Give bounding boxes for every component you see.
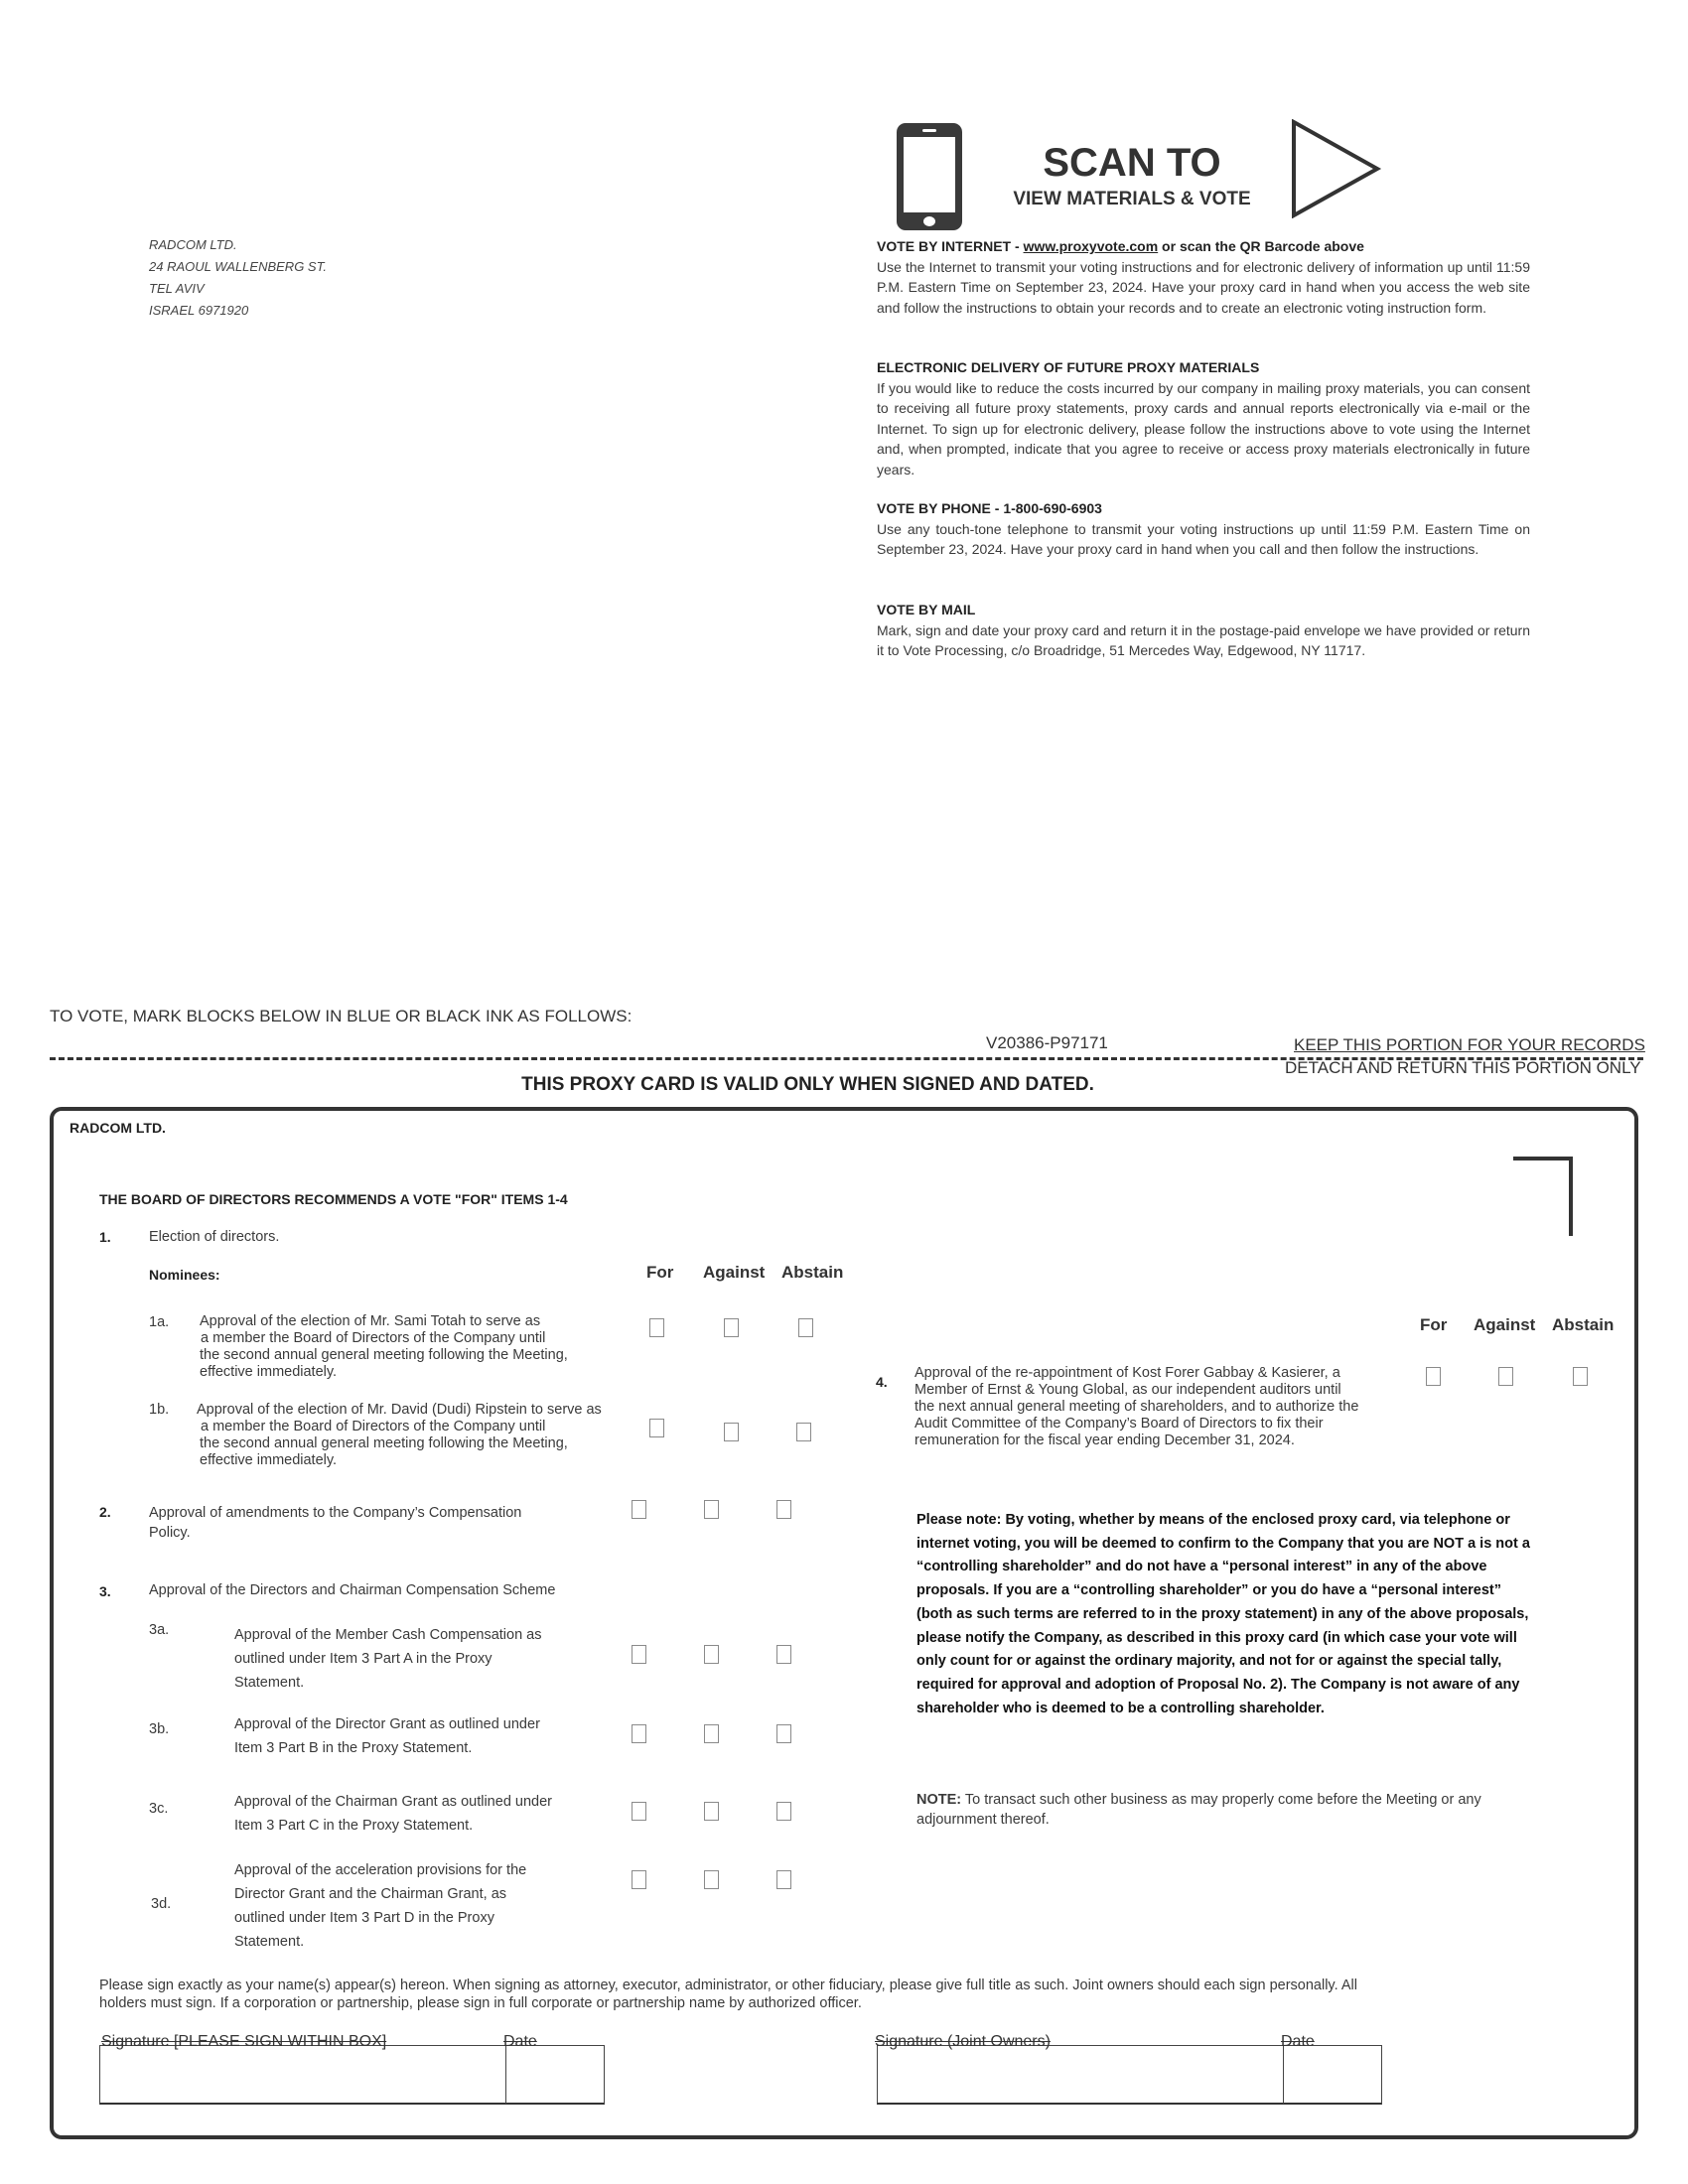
vote-internet-body: Use the Internet to transmit your voting instructions and for electronic delivery of information up until 11:59 P.M. Eastern Time on September 23, 2024. Have your proxy card in hand when you access the web site and follow the instructions to obtain your records and to create an electronic voting instruction form. <box>877 258 1530 316</box>
checkbox-1b-abstain[interactable] <box>796 1423 811 1441</box>
checkbox-3b-against[interactable] <box>704 1724 719 1743</box>
checkbox-3d-abstain[interactable] <box>776 1870 791 1889</box>
signature-box[interactable] <box>99 2045 506 2105</box>
vote-mail-heading: VOTE BY MAIL <box>877 602 976 617</box>
vote-phone-section <box>877 498 1530 560</box>
item-4-number: 4. <box>876 1374 888 1390</box>
address-line: RADCOM LTD. <box>149 237 237 252</box>
board-recommendation: THE BOARD OF DIRECTORS RECOMMENDS A VOTE "FOR" ITEMS 1-4 <box>99 1191 568 1207</box>
checkbox-3a-against[interactable] <box>704 1645 719 1664</box>
joint-signature-date-box[interactable] <box>1283 2045 1382 2105</box>
vote-phone-body: Use any touch-tone telephone to transmit your voting instructions up until 11:59 P.M. Eastern Time on September 23, 2024. Have your proxy card in hand when you call and then follow the instructions. <box>877 520 1530 557</box>
please-note-text: Please note: By voting, whether by means of the enclosed proxy card, via telephone or internet voting, you will be deemed to confirm to the Company that you are NOT a is not a “controlling shareholder” and do not have a “personal interest” in any of the above proposals. If you are a “controlling shareholder” or you do have a “personal interest” (both as such terms are referred to in the proxy statement) in any of the above proposals, please notify the Company, as described in this proxy card (in which case your vote will only count for or against the ordinary majority, and not for or against the special tally, required for approval and adoption of Proposal No. 2). The Company is not aware of any shareholder who is deemed to be a controlling shareholder. <box>916 1512 1530 1716</box>
electronic-delivery-heading: ELECTRONIC DELIVERY OF FUTURE PROXY MATERIALS <box>877 359 1260 375</box>
item-3a-number: 3a. <box>149 1622 170 1638</box>
col-against-left: Against <box>703 1263 766 1282</box>
checkbox-1a-for[interactable] <box>649 1318 664 1337</box>
col-abstain-left: Abstain <box>781 1263 844 1282</box>
electronic-delivery-section <box>877 357 1530 479</box>
vote-internet-heading: VOTE BY INTERNET - www.proxyvote.com or scan the QR Barcode above <box>877 238 1364 254</box>
checkbox-4-for[interactable] <box>1426 1367 1441 1386</box>
joint-signature-date-label: Date <box>1281 2033 1315 2050</box>
col-abstain-right: Abstain <box>1552 1315 1615 1334</box>
item-2-number: 2. <box>99 1504 111 1520</box>
electronic-delivery-body: If you would like to reduce the costs incurred by our company in mailing proxy materials, you can consent to receiving all future proxy statements, proxy cards and annual reports electronically via e-mail or the Internet. To sign up for electronic delivery, please follow the instructions above to vote using the Internet and, when prompted, indicate that you agree to receive or access proxy materials electronically in future years. <box>877 379 1530 478</box>
checkbox-3a-abstain[interactable] <box>776 1645 791 1664</box>
checkbox-3b-for[interactable] <box>632 1724 646 1743</box>
checkbox-1b-for[interactable] <box>649 1419 664 1437</box>
item-1-number: 1. <box>99 1229 111 1245</box>
item-1a-text: Approval of the election of Mr. Sami Totah to serve as a member the Board of Directors of the Company until the second annual general meeting following the Meeting, effective immediately. <box>200 1313 568 1380</box>
item-3c-number: 3c. <box>149 1801 169 1817</box>
vote-mail-body: Mark, sign and date your proxy card and return it in the postage-paid envelope we have provided or return it to Vote Processing, c/o Broadridge, 51 Mercedes Way, Edgewood, NY 11717. <box>877 621 1530 658</box>
checkbox-3c-against[interactable] <box>704 1802 719 1821</box>
checkbox-3a-for[interactable] <box>632 1645 646 1664</box>
checkbox-3b-abstain[interactable] <box>776 1724 791 1743</box>
checkbox-3c-abstain[interactable] <box>776 1802 791 1821</box>
item-4-text: Approval of the re-appointment of Kost Forer Gabbay & Kasierer, a Member of Ernst & Young Global, as our independent auditors until the next annual general meeting of shareholders, and to authorize the Audit Committee of the Company’s Board of Directors to fix their remuneration for the fiscal year ending December 31, 2024. <box>914 1365 1359 1448</box>
address-line: 24 RAOUL WALLENBERG ST. <box>149 259 327 274</box>
checkbox-2-abstain[interactable] <box>776 1500 791 1519</box>
smartphone-icon <box>897 123 962 230</box>
signature-date-label: Date <box>503 2033 537 2050</box>
item-1-text: Election of directors. <box>149 1229 280 1245</box>
registration-corner-mark <box>1513 1157 1573 1236</box>
item-3d-number: 3d. <box>151 1896 172 1912</box>
vote-mail-section <box>877 600 1530 661</box>
checkbox-3c-for[interactable] <box>632 1802 646 1821</box>
col-for-right: For <box>1420 1315 1448 1334</box>
checkbox-4-abstain[interactable] <box>1573 1367 1588 1386</box>
address-line: TEL AVIV <box>149 281 205 296</box>
control-code: V20386-P97171 <box>986 1033 1108 1052</box>
checkbox-1b-against[interactable] <box>724 1423 739 1441</box>
checkbox-1a-abstain[interactable] <box>798 1318 813 1337</box>
item-3-number: 3. <box>99 1583 111 1599</box>
nominees-label: Nominees: <box>149 1267 220 1283</box>
checkbox-3d-against[interactable] <box>704 1870 719 1889</box>
other-business-note: NOTE: To transact such other business as may properly come before the Meeting or any adjournment thereof. <box>916 1792 1481 1828</box>
joint-signature-label: Signature (Joint Owners) <box>875 2033 1051 2050</box>
item-1b-number: 1b. <box>149 1402 170 1418</box>
col-for-left: For <box>646 1263 674 1282</box>
joint-signature-box[interactable] <box>877 2045 1284 2105</box>
col-against-right: Against <box>1474 1315 1536 1334</box>
item-2-text: Approval of amendments to the Company’s Compensation Policy. <box>149 1505 522 1541</box>
return-address <box>149 234 327 322</box>
vote-internet-section <box>877 236 1530 318</box>
detach-portion-label: DETACH AND RETURN THIS PORTION ONLY <box>1285 1058 1641 1077</box>
proxyvote-link[interactable]: www.proxyvote.com <box>1023 238 1159 254</box>
address-line: ISRAEL 6971920 <box>149 303 249 318</box>
to-vote-instruction: TO VOTE, MARK BLOCKS BELOW IN BLUE OR BLACK INK AS FOLLOWS: <box>50 1007 633 1025</box>
scan-subtitle: VIEW MATERIALS & VOTE <box>1013 189 1251 209</box>
sign-instructions: Please sign exactly as your name(s) appear(s) hereon. When signing as attorney, executor, administrator, or other fiduciary, please give full title as such. Joint owners should each sign personally. All holders must sign. If a corporation or partnership, please sign in full corporate or partnership name by authorized officer. <box>99 1978 1357 2011</box>
checkbox-2-against[interactable] <box>704 1500 719 1519</box>
card-company-name: RADCOM LTD. <box>70 1120 166 1136</box>
checkbox-4-against[interactable] <box>1498 1367 1513 1386</box>
keep-portion-label: KEEP THIS PORTION FOR YOUR RECORDS <box>1294 1035 1645 1054</box>
item-3c-text: Approval of the Chairman Grant as outlined under Item 3 Part C in the Proxy Statement. <box>234 1794 552 1834</box>
item-3b-text: Approval of the Director Grant as outlined under Item 3 Part B in the Proxy Statement. <box>234 1716 540 1756</box>
checkbox-3d-for[interactable] <box>632 1870 646 1889</box>
item-1a-number: 1a. <box>149 1314 170 1330</box>
item-3b-number: 3b. <box>149 1721 170 1737</box>
signature-label: Signature [PLEASE SIGN WITHIN BOX] <box>101 2033 387 2050</box>
vote-phone-heading: VOTE BY PHONE - 1-800-690-6903 <box>877 500 1102 516</box>
item-3a-text: Approval of the Member Cash Compensation as outlined under Item 3 Part A in the Proxy Statement. <box>234 1627 542 1691</box>
item-1b-text: Approval of the election of Mr. David (Dudi) Ripstein to serve as a member the Board of Directors of the Company until the second annual general meeting following the Meeting, effective immediately. <box>197 1402 602 1468</box>
play-arrow-icon <box>1291 119 1382 218</box>
scan-title: SCAN TO <box>1043 141 1221 185</box>
checkbox-2-for[interactable] <box>632 1500 646 1519</box>
item-3-text: Approval of the Directors and Chairman Compensation Scheme <box>149 1582 556 1598</box>
signature-date-box[interactable] <box>505 2045 605 2105</box>
checkbox-1a-against[interactable] <box>724 1318 739 1337</box>
valid-notice: THIS PROXY CARD IS VALID ONLY WHEN SIGNED AND DATED. <box>521 1074 1094 1095</box>
item-3d-text: Approval of the acceleration provisions for the Director Grant and the Chairman Grant, as outlined under Item 3 Part D in the Proxy Statement. <box>234 1862 527 1950</box>
